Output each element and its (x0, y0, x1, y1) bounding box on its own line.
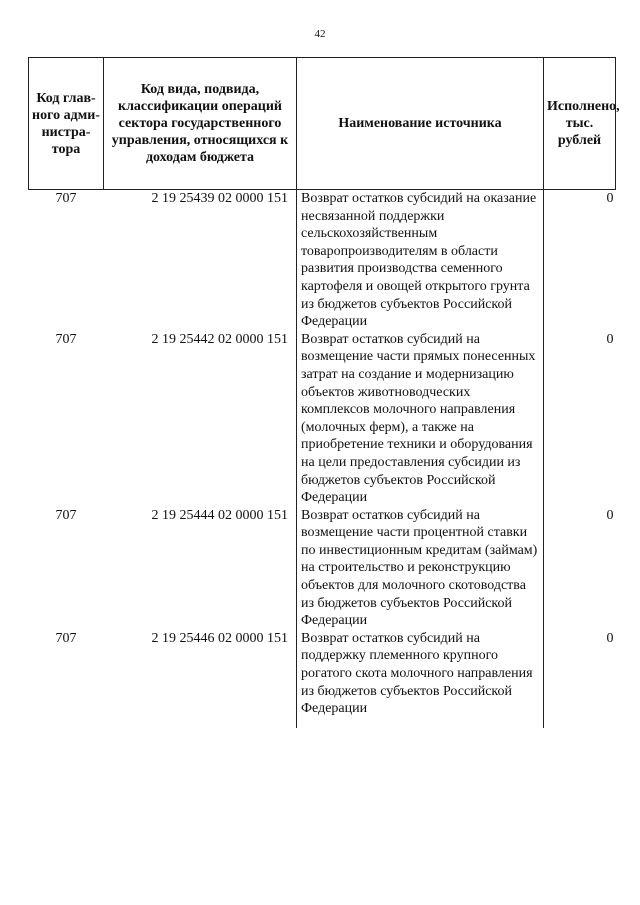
table-row (29, 630, 616, 718)
source-name-cell: Возврат остатков субсидий на оказание несвязанной поддержки сельскохозяйственным товаропроизводителям в области развития производства семенного картофеля и овощей открытого грунта из бюджетов субъектов Российской Федерации (297, 190, 544, 331)
classification-code-cell: 2 19 25444 02 0000 151 (151, 507, 288, 523)
header-source-name-label: Наименование источника (338, 116, 502, 131)
source-name-cell: Возврат остатков субсидий на возмещение части прямых понесенных затрат на создание и модернизацию объектов животноводческих комплексов молочного направления (молочных ферм), а также на приобретение техники и оборудования на цели предоставления субсидии из бюджетов субъектов Российской Федерации (297, 331, 544, 507)
admin-code-cell: 707 (55, 331, 77, 347)
header-source-name (297, 58, 544, 190)
header-classification-code-label: Код вида, подвида, классификации операций сектора государственного управления, относящихся к доходам бюджета (111, 82, 289, 165)
executed-cell: 0 (544, 507, 616, 630)
header-executed-label: Исполнено, тыс. рублей (547, 99, 620, 148)
table-row (29, 331, 616, 507)
source-name-cell: Возврат остатков субсидий на поддержку племенного крупного рогатого скота молочного направления из бюджетов субъектов Российской Федерации (297, 630, 544, 718)
admin-code-cell: 707 (55, 507, 77, 523)
table-body (29, 190, 616, 728)
classification-code-cell: 2 19 25446 02 0000 151 (151, 630, 288, 646)
table-bottom-spacer (29, 718, 616, 728)
executed-cell: 0 (544, 630, 616, 718)
source-name-cell: Возврат остатков субсидий на возмещение части процентной ставки по инвестиционным кредитам (займам) на строительство и реконструкцию объектов для молочного скотоводства из бюджетов субъектов Российской Федерации (297, 507, 544, 630)
admin-code-cell: 707 (55, 630, 77, 646)
page-number: 42 (314, 28, 326, 40)
table-header (29, 58, 620, 190)
executed-cell: 0 (544, 190, 616, 331)
spacer-cell (104, 718, 297, 728)
header-classification-code (104, 58, 297, 190)
table-row (29, 507, 616, 630)
spacer-cell (544, 718, 616, 728)
header-executed (544, 58, 620, 190)
spacer-cell (29, 718, 104, 728)
classification-code-cell: 2 19 25442 02 0000 151 (151, 331, 288, 347)
header-admin-code (29, 58, 104, 190)
budget-table (28, 57, 620, 728)
classification-code-cell: 2 19 25439 02 0000 151 (151, 191, 288, 206)
header-row (29, 58, 616, 190)
table-row (29, 190, 616, 331)
admin-code-cell: 707 (55, 191, 77, 206)
header-admin-code-label: Код глав-ного адми-нистра-тора (32, 90, 100, 157)
spacer-cell (297, 718, 544, 728)
executed-cell: 0 (544, 331, 616, 507)
